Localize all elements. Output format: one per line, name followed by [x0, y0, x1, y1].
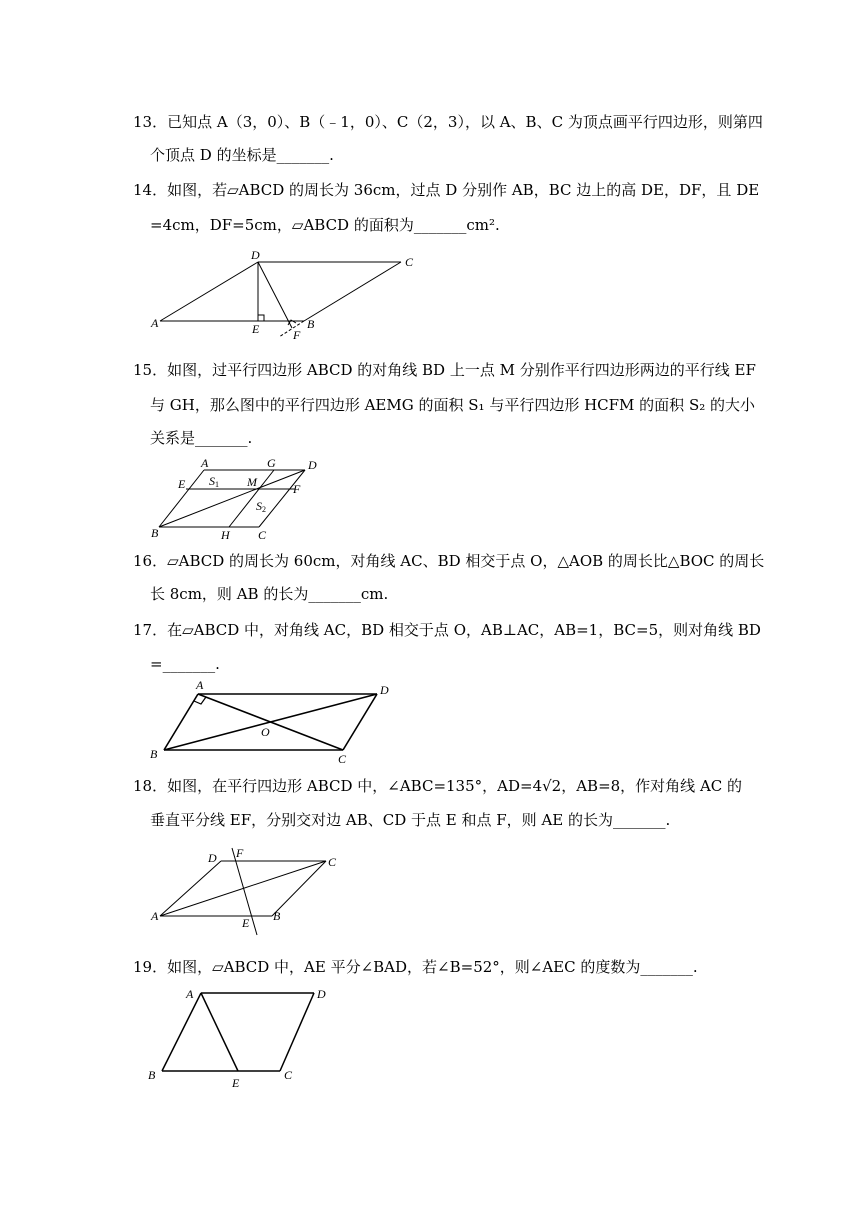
- q18-line1: 18．如图，在平行四边形 ABCD 中，∠ABC=135°，AD=4√2，AB=8，作对角线 AC 的: [133, 777, 743, 795]
- q15-label-b: B: [151, 526, 159, 540]
- q18-line2: 垂直平分线 EF，分别交对边 AB、CD 于点 E 和点 F，则 AE 的长为_______.: [150, 811, 671, 829]
- q17-label-o: O: [261, 725, 270, 739]
- q14-label-e: E: [252, 322, 260, 336]
- q18-diagonal-ac: [160, 861, 326, 916]
- q14-label-f: F: [293, 328, 301, 342]
- q18-label-f: F: [236, 846, 244, 860]
- q15-label-g: G: [267, 456, 276, 470]
- q19-side-dc: [280, 993, 314, 1071]
- q16-line2: 长 8cm，则 AB 的长为_______cm.: [150, 585, 389, 603]
- q18-label-b: B: [273, 909, 281, 923]
- q14-height-df: [258, 262, 292, 328]
- q15-label-d: D: [308, 458, 317, 472]
- q19-bisector-ae: [201, 993, 238, 1071]
- q14-right-angle-e: [258, 315, 264, 321]
- q17-line2: =_______.: [150, 655, 220, 673]
- q15-label-s2: S2: [256, 499, 266, 514]
- q14-label-d: D: [251, 248, 260, 262]
- q17-label-d: D: [380, 683, 389, 697]
- q19-label-a: A: [186, 987, 194, 1001]
- q14-label-c: C: [405, 255, 414, 269]
- q19-side-ab: [162, 993, 201, 1071]
- q15-label-h: H: [221, 528, 230, 542]
- q15-label-a: A: [201, 456, 209, 470]
- q19-label-c: C: [284, 1068, 293, 1082]
- q14-side-bc: [304, 262, 401, 321]
- q14-figure: [145, 245, 425, 345]
- q19-figure: [140, 980, 340, 1095]
- q17-line1: 17．在▱ABCD 中，对角线 AC，BD 相交于点 O，AB⊥AC，AB=1，BC=5，则对角线 BD: [133, 621, 761, 639]
- q13-line1: 13．已知点 A（3，0）、B（﹣1，0）、C（2，3），以 A、B、C 为顶点画平行四边形，则第四: [133, 113, 763, 131]
- q14-line2: =4cm，DF=5cm，▱ABCD 的面积为_______cm².: [150, 216, 500, 234]
- q18-side-bc: [272, 861, 326, 916]
- q17-label-a: A: [196, 678, 204, 692]
- q19-label-d: D: [317, 987, 326, 1001]
- q14-label-a: A: [151, 316, 159, 330]
- q17-figure: [140, 672, 400, 764]
- q13-line2: 个顶点 D 的坐标是_______.: [150, 146, 334, 164]
- q15-label-e: E: [178, 477, 186, 491]
- q15-label-c: C: [258, 528, 267, 542]
- q15-label-m: M: [247, 475, 257, 489]
- q15-label-f: F: [293, 482, 301, 496]
- q15-line1: 15．如图，过平行四边形 ABCD 的对角线 BD 上一点 M 分别作平行四边形两边的平行线 EF: [133, 361, 756, 379]
- q14-line1: 14．如图，若▱ABCD 的周长为 36cm，过点 D 分别作 AB，BC 边上的高 DE，DF，且 DE: [133, 181, 760, 199]
- q18-label-e: E: [242, 916, 250, 930]
- q18-figure: [145, 843, 355, 938]
- q19-label-e: E: [232, 1076, 240, 1090]
- q17-label-b: B: [150, 747, 158, 761]
- q18-label-c: C: [328, 855, 337, 869]
- q15-line3: 关系是_______.: [150, 429, 253, 447]
- q15-label-s1: S1: [209, 474, 219, 489]
- q18-label-a: A: [151, 909, 159, 923]
- q14-label-b: B: [307, 317, 315, 331]
- q18-side-ad: [160, 861, 221, 916]
- q18-label-d: D: [208, 851, 217, 865]
- q15-figure: [145, 455, 335, 543]
- q15-line2: 与 GH，那么图中的平行四边形 AEMG 的面积 S₁ 与平行四边形 HCFM 的面积 S₂ 的大小: [150, 396, 756, 414]
- q14-side-ad: [160, 262, 258, 321]
- q19-line1: 19．如图，▱ABCD 中，AE 平分∠BAD，若∠B=52°，则∠AEC 的度数为_______.: [133, 958, 698, 976]
- q17-label-c: C: [338, 752, 347, 764]
- q19-label-b: B: [148, 1068, 156, 1082]
- q16-line1: 16．▱ABCD 的周长为 60cm，对角线 AC、BD 相交于点 O，△AOB 的周长比△BOC 的周长: [133, 552, 765, 570]
